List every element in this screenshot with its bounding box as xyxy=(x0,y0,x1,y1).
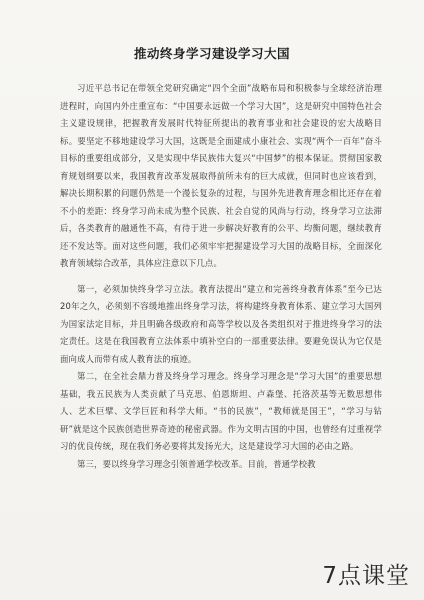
paragraph-intro: 习近平总书记在带领全党研究确定“四个全面”战略布局和积极参与全球经济治理进程时，向国内外庄重宣布：“中国要永远做一个学习大国”，这是研究中国特色社会主义建设规律，把握教育发展时代特征所提出的教育事业和社会建设的宏大战略目标。要坚定不移地建设学习大国，这既是全面建成小康社会、实现“两个一百年”奋斗目标的重要组成部分，又是实现中华民族伟大复兴“中国梦”的根本保证。贯彻国家教育规划纲要以来，我国教育改革发展取得前所未有的巨大成就，但同时也应该看到，解决长期积累的问题仍然是一个漫长复杂的过程，与国外先进教育理念相比还存在着不小的差距：终身学习尚未成为整个民族、社会自觉的风尚与行动，终身学习立法滞后，各类教育的融通性不高，有待于进一步解决好教育的公平、均衡问题，继续教育还不发达等。面对这些问题，我们必须牢牢把握建设学习大国的战略目标，全面深化教育领域综合改革，具体应注意以下几点。 xyxy=(60,83,382,268)
document-body xyxy=(60,80,382,473)
paragraph-first: 第一，必须加快终身学习立法。教育法提出“建立和完善终身教育体系”至今已达20年之久，必须刻不容缓地推出终身学习法，将构建终身教育体系、建立学习大国列为国家法定目标，并且明确各级政府和高等学校以及各类组织对于推进终身学习的法定责任。这是在我国教育立法体系中填补空白的一部重要法律。要避免误认为它仅是面向成人而带有成人教育法的痕迹。 xyxy=(60,283,382,364)
document-title: 推动终身学习建设学习大国 xyxy=(133,46,290,61)
paragraph-second: 第二，在全社会鼎力普及终身学习理念。终身学习理念是“学习大国”的重要思想基础，我五民族为人类贡献了马克思、伯恩斯坦、卢森堡、托洛茨基等无数思想伟人、艺术巨擘、文学巨匠和科学大师。“书的民族”，“教师就是国王”，“学习与钻研”就是这个民族创造世界奇迹的秘密武器。作为文明古国的中国，也曾经有过重视学习的优良传统，现在我们务必要将其发扬光大，这是建设学习大国的必由之路。 xyxy=(60,371,382,451)
site-watermark: 7点课堂 xyxy=(322,563,410,589)
paragraph-gap xyxy=(60,273,382,281)
paragraph-third: 第三，要以终身学习理念引领普通学校改革。目前，普通学校教 xyxy=(77,458,316,469)
